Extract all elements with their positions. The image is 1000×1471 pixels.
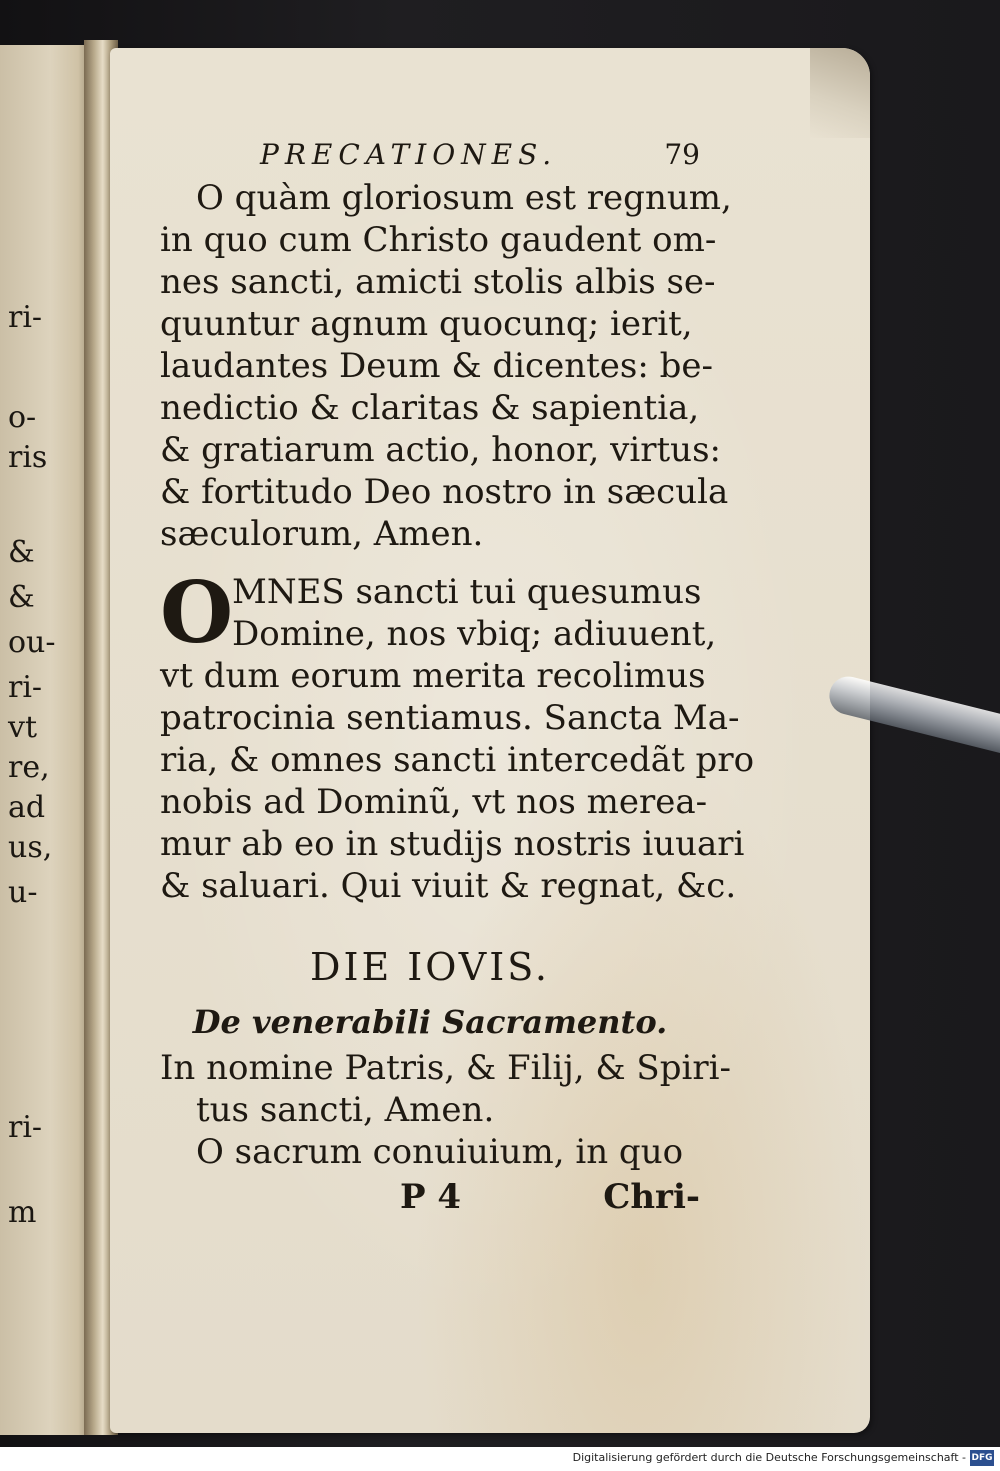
dfg-credit-text: Digitalisierung gefördert durch die Deutsche Forschungsgemeinschaft - [572,1451,966,1464]
paragraph-2 [160,563,755,907]
text-line: in quo cum Christo gaudent om- [160,220,717,260]
text-line: ria, & omnes sancti intercedãt pro [160,740,755,780]
catchword: Chri- [603,1177,700,1217]
running-head-title: PRECATIONES. [260,138,558,171]
credit-bar [0,1447,1000,1471]
left-fragment: us, [8,830,53,865]
text-line: MNES sancti tui quesumus [232,572,702,612]
left-fragment: o- [8,400,37,435]
left-fragment: & [8,535,35,570]
text-line: Domine, nos vbiq; adiuuent, [232,614,717,654]
drop-cap: O [160,563,234,662]
text-line: tus sancti, Amen. [196,1090,495,1130]
left-fragment: ad [8,790,46,825]
text-line: laudantes Deum & dicentes: be- [160,346,713,386]
left-fragment: ri- [8,670,43,705]
page-text [160,138,755,1217]
running-head [160,138,700,171]
book-page [110,48,870,1433]
page-corner [810,48,870,138]
page-number: 79 [664,138,700,171]
paragraph-3 [160,1047,731,1173]
text-line: sæculorum, Amen. [160,514,484,554]
signature-mark: P 4 [400,1177,462,1217]
text-line: patrocinia sentiamus. Sancta Ma- [160,698,740,738]
text-line: O quàm gloriosum est regnum, [196,178,732,218]
text-line: nes sancti, amicti stolis albis se- [160,262,716,302]
text-line: & fortitudo Deo nostro in sæcula [160,472,729,512]
previous-page-strip [0,45,92,1435]
left-fragment: u- [8,875,38,910]
left-fragment: & [8,580,35,615]
text-line: vt dum eorum merita recolimus [160,656,706,696]
page-footer-line [160,1177,700,1217]
section-subheading: De venerabili Sacramento. [192,1003,668,1041]
text-line: mur ab eo in studijs nostris iuuari [160,824,745,864]
left-fragment: ri- [8,1110,43,1145]
text-line: & saluari. Qui viuit & regnat, &c. [160,866,737,906]
text-line: nedictio & claritas & sapientia, [160,388,700,428]
text-line: & gratiarum actio, honor, virtus: [160,430,721,470]
left-fragment: ris [8,440,48,475]
left-fragment: ri- [8,300,43,335]
left-fragment: ou- [8,625,56,660]
left-fragment: re, [8,750,50,785]
section-heading: DIE IOVIS. [309,945,550,989]
text-line: quuntur agnum quocunq; ierit, [160,304,693,344]
text-line: nobis ad Dominũ, vt nos merea- [160,782,708,822]
paragraph-1 [160,177,732,555]
text-line: In nomine Patris, & Filij, & Spiri- [160,1048,731,1088]
dfg-logo: DFG [970,1450,994,1466]
left-fragment: vt [8,710,38,745]
text-line: O sacrum conuiuium, in quo [196,1132,684,1172]
left-fragment: m [8,1195,37,1230]
